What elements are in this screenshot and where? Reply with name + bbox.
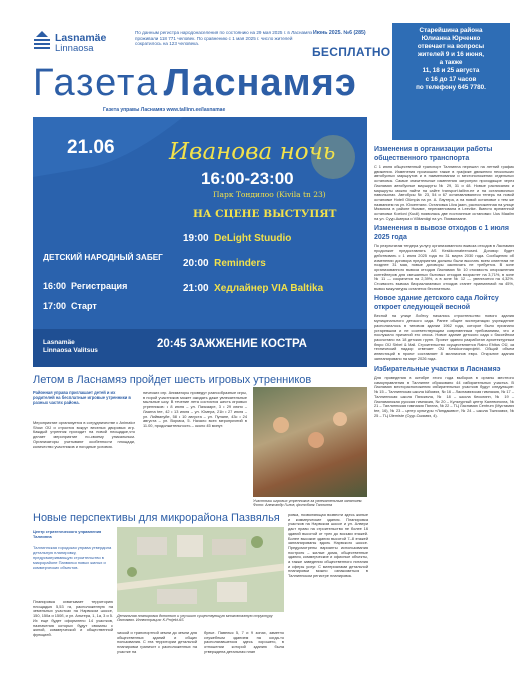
elder-line: по телефону 645 7780. <box>416 83 486 91</box>
stage-heading: НА СЦЕНЕ ВЫСТУПЯТ <box>193 208 337 220</box>
act-row <box>183 258 266 269</box>
sidebar-text: Для проведения в октябре этого года выборов в органы местного самоуправления в Таллинне образовано 44 избирательных участка. В Ласнамяэ месторасположения избирательных участков будут следующие: № 15 – Таллиннская школа Ыйсмяэ, № 16 – Ласнамяэская гимназия, № 17 – Таллиннская школа Пяэскюла, № 18 – школа Кесклинн, № 19 – Ласнамяэская русская гимназия, № 20 – Культурный центр Калевипоэга, № 21 – Таллиннская гимназия Пяэгла, № 22 – ТЦ Ласнамяэ Centrum (Мустамяэ tee, 16), № 23 – центр культуры «Линдакиви», № 24 – школа Тынисмяэ, № 25 – ТЦ Ülemiste (Суур-Сыямяэ, 4). <box>374 375 514 418</box>
masthead-word-2: Ласнамяэ <box>163 62 357 104</box>
sidebar-heading: Изменения в вывозе отходов с 1 июля 2025 года <box>374 225 509 241</box>
elder-contact-box <box>392 23 510 140</box>
article-1-title: Летом в Ласнамяэ пройдет шесть игровых утренников <box>33 374 312 386</box>
act-time: 19:00 <box>183 233 209 244</box>
city-tower-icon <box>33 30 51 52</box>
news-sidebar <box>374 146 514 418</box>
act-time: 20:00 <box>183 258 209 269</box>
race-row <box>43 281 127 291</box>
elder-line: 11, 18 и 25 августа <box>422 67 480 75</box>
population-notice: По данным регистра народонаселения по состоянию на 29 мая 2025 г. в Ласнамяэ проживали 118 771 человек. По сравнению с 1 мая 2025 г. число жителей сократилось на 123 человека. <box>135 30 313 47</box>
sidebar-heading: Новое здание детского сада Лойтсу откроет следующей весной <box>374 295 499 311</box>
elder-line: с 16 до 17 часов <box>425 75 477 83</box>
masthead <box>33 62 383 104</box>
article-2-col-2: чиской и транспортной земли до земли для общественных зданий и общих пользования. С эта территории детальной планировки граничит с расположенных на участке на <box>117 630 197 654</box>
logo-subname: Linnaosa <box>55 43 94 54</box>
act-name: Reminders <box>214 258 266 269</box>
article-1-col-2: нических игр. Аниматоры проведут разнообразные игры, в порой участников может ожидать даже увлекательные мыльные шоу. В течение лета состоятся шесть игровых утренников: • 8 июня – ул. Паэкааре, 3 • 29 июня – Лаагна tee, 42 • 13 июля – ул. Юмера, 21b • 27 июля – ул. Лийвапуйе, 58 • 10 августа – ул. Пунане, 43с • 24 августа – ул. Вормса, 5. Начало всех мероприятий в 11.00, продолжительность – около 45 минут. <box>143 390 247 428</box>
sidebar-text: Весной на улице Лойтсу начались строительство нового здания муниципального детского сада. Ранее общее эксплуатации учреждение располагалось в типовом здании 1962 года, которое было признано устаревшим и не соответствующим современным требованиям, что и послужило причиной его сноса. Новое здание детского сада с бассейном рассчитано на 18 детских групп. Проект здания разработан архитектурным бюро OÜ Sirbel & Mall. Строительство осуществляется Rainu Ehitus OÜ, за технический надзор отвечает OÜ Keskkonnaprojekt. Общий объем инвестиций в проект составляет 8 миллионов евро. Открытие здания запланировано на март 2026 года. <box>374 313 514 361</box>
elder-line: жителей 9 и 16 июня, <box>417 51 485 59</box>
elder-line: Юлианна Юрченко <box>421 35 481 43</box>
issue-number: Июнь 2025. №6 (285) <box>313 30 366 36</box>
act-row <box>183 283 363 294</box>
poster-footer-logo <box>43 339 98 354</box>
act-name: Хедлайнер VIA Baltika <box>214 283 324 294</box>
kids-photo <box>253 387 367 497</box>
event-time: 16:00-23:00 <box>201 169 294 188</box>
race-row <box>43 301 97 311</box>
district-plan-map <box>117 527 284 612</box>
bonfire-time: 20:45 ЗАЖЖЕНИЕ КОСТРА <box>157 338 307 350</box>
article-2-col-1: Планировка охватывает территорию площадью 5,53 га, расположенную на земельных участках на Нарвском шоссе, 150, 150a и 150б, и ул. Альтера, 1, 1a, 3 и 5. Их еще будет оформлено 14 участков, назначения которых будут связаны с жилой, коммерческой и общественной функцией. <box>33 599 113 637</box>
event-date: 21.06 <box>67 137 115 158</box>
free-label: БЕСПЛАТНО <box>312 45 391 59</box>
act-name: DeLight Stuudio <box>214 233 292 244</box>
article-1-col-1: Мероприятие организуется в сотрудничестве с Animator Show OÜ и строится вокруг веселых дворовых игр. Каждый утренник проходит на новой площадке,что делает мероприятие по-своему уникальным. Организаторы учитывают особенности площади, количество участников и погодные условия. <box>33 420 135 449</box>
sidebar-text: По результатам тендера услугу организованного вывоза отходов в Ласнамяэ продолжит предоставлять AS Keskkonnateenused. Договор будет действовать с 1 июля 2025 года по 31 марта 2030 года. Сообщения об изменении договора предприятия должны были выслать всем клиентам не позднее 31 мая, новые договоры заключать не требуется. В зоне организованного вывоза отходов Ласнамяэ № 10 стоимость опорожнения контейнеров для смешанных бытовых отходов возрастет на 3,71%, в зоне № 11 — сократится на 2,39%, а в зоне № 12 — увеличится на 4,32%. Стоимость вывоза биоразлагаемых отходов станет приемлемой на 45%, вывоз макулатуры останется бесплатным. <box>374 243 514 291</box>
act-row <box>183 233 291 244</box>
race-time: 17:00 <box>43 301 67 311</box>
poster-logo-name: Lasnamäe <box>43 339 75 346</box>
sidebar-heading: Избирательные участки в Ласнамяэ <box>374 365 501 373</box>
race-label: Регистрация <box>71 281 128 291</box>
sidebar-text: С 1 июня общественный транспорт Таллинна перешел на летний график движения. Изменения произошли также в графике движения нескольких автобусных маршрутов и в наименовании и местоположении отдельных остановок. Самые значительные изменения затронули проходящие через Ласнамяэ автобусные маршруты № 29, 31 и 48. Новые расписания и маршруты можно найти на сайте transport.tallinn.ee и на остановочных павильонах. Автобусы № 23, 54 и 67 останавливаются теперь на новой остановке Hotell Olümpia на ул. А. Лаутера, а на новой остановке с тем же названием на ул. Юхкентали. Остановка Liiva jaam, расположенная на улице Мяэкюла в районе Нымме, переименована в Leevike. Вместо временной остановки Koeloni (Kuuli) появилась две постоянные остановки: Uus Maailm на ул. Суур-Амерка и Võitamägi на ул. Пяявалаане. <box>374 164 514 221</box>
race-time: 16:00 <box>43 281 67 291</box>
event-venue: Парк Тондилоо (Kivila tn 23) <box>213 190 326 199</box>
sidebar-heading: Изменения в организации работы общественного транспорта <box>374 146 493 162</box>
masthead-subtitle: Газета управы Ласнамяэ www.tallinn.ee/lasnamae <box>103 107 226 113</box>
poster-logo-sub: Linnaosa Valitsus <box>43 346 98 354</box>
race-label: Старт <box>71 301 97 311</box>
article-2-title: Новые перспективы для микрорайона Пазвялья <box>33 512 280 524</box>
article-2-kicker: Центр стратегического управления Таллинна <box>33 529 102 539</box>
article-2-col-4: ровка, позволяющая возвести здесь жилые и коммерческие здания. Планировка участков на Нарвском шоссе и ул. Алвери даст право на строительство не более 16 зданий высотой от трех до восьми этажей. Более высокие здания высотой 7–8 этажей запланированы вдоль Нарвского шоссе. Предусмотрены варианты использования построек – жилые дома, общественные здания, коммерческие и офисные объекты, а также заведения общественного питания и сферы услуг. С материалами детальной планировки можно ознакомиться в Таллиннском регистре планировок. <box>288 512 368 579</box>
article-1-lead: Районная управа приглашает детей и их родителей на бесплатные игровые утренники в разных частях района. <box>33 390 131 405</box>
elder-line: а также <box>439 59 463 67</box>
map-caption: Детальная планировка дополнит и улучшит существующую многоэтажную структуру Ласнамяэ. Иллюстрация: K-Projekt AS <box>117 614 273 623</box>
midsummer-poster <box>33 117 367 367</box>
masthead-word-1: Газета <box>33 62 160 104</box>
logo-name: Lasnamäe <box>55 32 107 44</box>
race-title: ДЕТСКИЙ НАРОДНЫЙ ЗАБЕГ <box>43 253 163 262</box>
lasnamae-logo <box>33 30 123 60</box>
act-time: 21:00 <box>183 283 209 294</box>
elder-line: Старейшина района <box>419 27 483 34</box>
article-2-lead: Таллиннская городская управа утвердила детальную планировку, предусматривающую строительство в микрорайоне Паэвялья новых жилых и коммерческих объектов. <box>33 545 112 570</box>
elder-line: отвечает на вопросы <box>417 43 485 51</box>
article-2-col-3: булье. Павелья 5, 7 и 9 зонах, заметно служебным зданием на когда-то располагавшегося здесь хорошего, в отношении которой зданию была утверждена детальная план <box>204 630 284 654</box>
photo-caption: Участники игровых утренников за увлекательным занятием. Фото: Александр Гилов, фотобанк Таллинна <box>253 499 363 508</box>
event-title: Иванова ночь <box>169 139 336 165</box>
